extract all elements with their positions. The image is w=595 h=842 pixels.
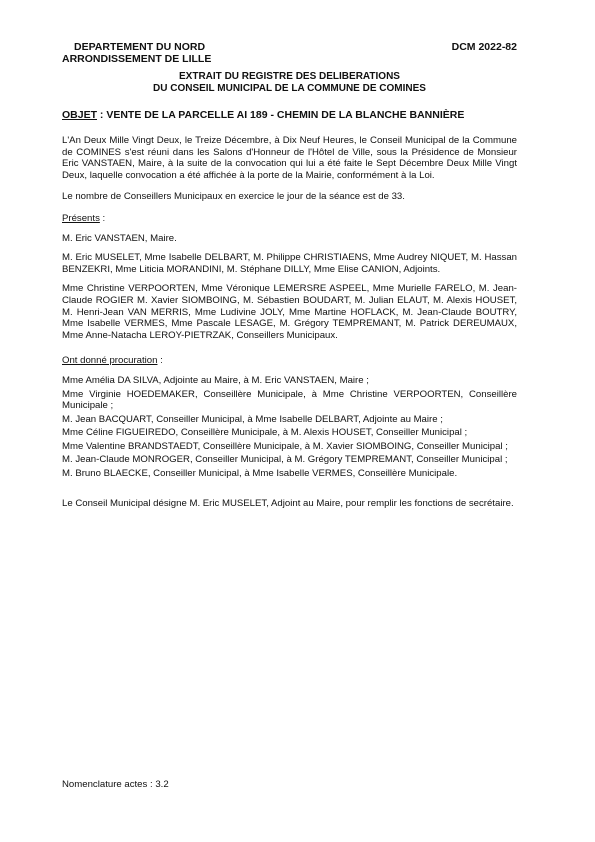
title-line-1: EXTRAIT DU REGISTRE DES DELIBERATIONS [179, 71, 400, 82]
document-body [62, 135, 517, 509]
conseillers-paragraph: Mme Christine VERPOORTEN, Mme Véronique LEMERSRE ASPEEL, Mme Murielle FARELO, M. Jean-Claude ROGIER M. Xavier SIOMBOING, M. Sébastien BOUDART, M. Julian ELAUT, M. Alexis HOUSET, M. Henri-Jean VAN MERRIS, Mme Ludivine JOLY, Mme Martine HOFLACK, M. Jean-Claude BOUTRY, Mme Isabelle VERMES, Mme Pascale LESAGE, M. Grégory TEMPREMANT, M. Patrick DEREUMAUX, Mme Anne-Natacha LEROY-PIETRZAK, Conseillers Municipaux. [62, 283, 517, 341]
list-item: M. Jean-Claude MONROGER, Conseiller Municipal, à M. Grégory TEMPREMANT, Conseiller Municipal ; [62, 454, 508, 466]
procurations-heading [62, 355, 517, 367]
mayor-line: M. Eric VANSTAEN, Maire. [62, 232, 177, 244]
document-title [62, 71, 517, 95]
list-item: Mme Virginie HOEDEMAKER, Conseillère Municipale, à Mme Christine VERPOORTEN, Conseillère Municipale ; [62, 388, 517, 412]
intro-paragraph: L'An Deux Mille Vingt Deux, le Treize Décembre, à Dix Neuf Heures, le Conseil Municipal de la Commune de COMINES s'est réuni dans les Salons d'Honneur de l'Hôtel de Ville, sous la Présidence de Monsieur Eric VANSTAEN, Maire, à la suite de la convocation qui lui a été faite le Sept Décembre Deux Mille Vingt Deux, laquelle convocation a été affichée à la porte de la Mairie, conformément à la Loi. [62, 135, 517, 181]
list-item: Mme Amélia DA SILVA, Adjointe au Maire, à M. Eric VANSTAEN, Maire ; [62, 374, 369, 386]
procurations-heading-suffix: : [157, 355, 163, 367]
procurations-list [62, 375, 517, 480]
department-label: DEPARTEMENT DU NORD [74, 41, 206, 53]
list-item: M. Bruno BLAECKE, Conseiller Municipal, à Mme Isabelle VERMES, Conseillère Municipale. [62, 468, 458, 480]
secretary-paragraph: Le Conseil Municipal désigne M. Eric MUSELET, Adjoint au Maire, pour remplir les fonctions de secrétaire. [62, 497, 514, 509]
list-item: M. Jean BACQUART, Conseiller Municipal, à Mme Isabelle DELBART, Adjointe au Maire ; [62, 413, 443, 425]
adjoints-paragraph: M. Eric MUSELET, Mme Isabelle DELBART, M. Philippe CHRISTIAENS, Mme Audrey NIQUET, M. Hassan BENZEKRI, Mme Liticia MORANDINI, M. Stéphane DILLY, Mme Elise CANION, Adjoints. [62, 252, 517, 275]
presents-heading-label: Présents [62, 212, 100, 224]
presents-heading [62, 213, 517, 225]
deliberation-reference: DCM 2022-82 [451, 41, 517, 53]
issuer-block [62, 41, 211, 65]
quorum-paragraph: Le nombre de Conseillers Municipaux en exercice le jour de la séance est de 33. [62, 191, 405, 203]
subject-line [62, 109, 522, 121]
list-item: Mme Valentine BRANDSTAEDT, Conseillère Municipale, à M. Xavier SIOMBOING, Conseiller Municipal ; [62, 440, 508, 452]
title-line-2: DU CONSEIL MUNICIPAL DE LA COMMUNE DE COMINES [153, 83, 426, 94]
presents-heading-suffix: : [99, 212, 106, 224]
subject-text: : VENTE DE LA PARCELLE AI 189 - CHEMIN DE LA BLANCHE BANNIÈRE [97, 109, 465, 121]
nomenclature-footer: Nomenclature actes : 3.2 [62, 779, 169, 790]
subject-label: OBJET [62, 109, 98, 121]
list-item: Mme Céline FIGUEIREDO, Conseillère Municipale, à M. Alexis HOUSET, Conseiller Municipal ; [62, 427, 468, 439]
arrondissement-label: ARRONDISSEMENT DE LILLE [62, 53, 212, 65]
procurations-heading-label: Ont donné procuration [62, 355, 158, 367]
